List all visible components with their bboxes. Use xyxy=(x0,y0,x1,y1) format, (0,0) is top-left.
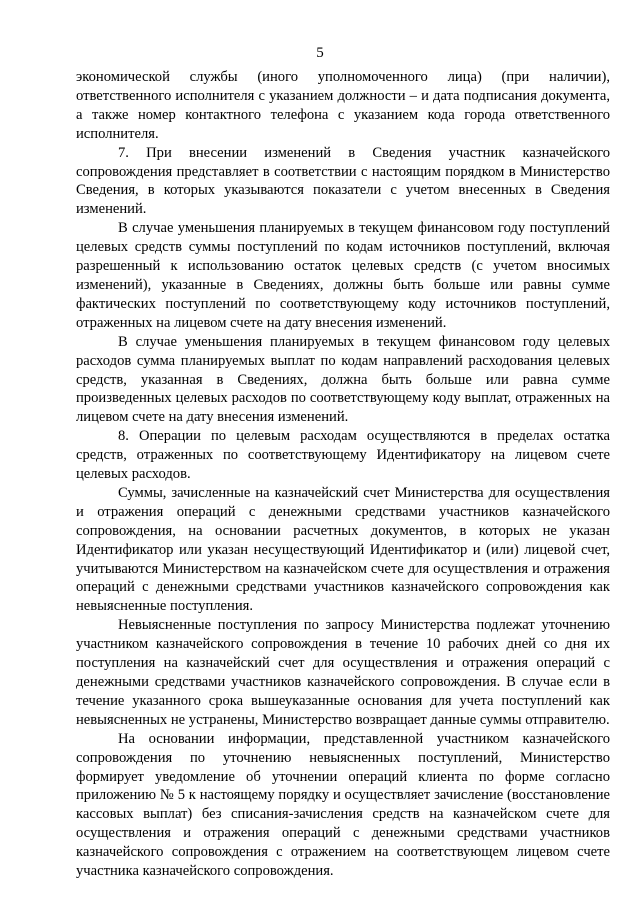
paragraph-expense-reduction: В случае уменьшения планируемых в текущем финансовом году целевых расходов сумма планируемых выплат по кодам направлений расходования целевых средств, указанная в Сведениях, должна быть больше или равна сумме произведенных целевых расходов по соответствующему коду выплат, отраженных на лицевом счете на дату внесения изменений. xyxy=(76,333,610,426)
paragraph-continuation: экономической службы (иного уполномоченного лица) (при наличии), ответственного исполнителя с указанием должности – и дата подписания документа, а также номер контактного телефона с указанием кода города ответственного исполнителя. xyxy=(76,69,610,142)
paragraph-income-reduction: В случае уменьшения планируемых в текущем финансовом году поступлений целевых средств суммы поступлений по кодам источников поступлений, включая разрешенный к использованию остаток целевых средств (с учетом вносимых изменений), указанные в Сведениях, должны быть больше или равны сумме фактических поступлений по соответствующему коду источников поступлений, отраженных на лицевом счете на дату внесения изменений. xyxy=(76,220,610,331)
paragraph-item-8: 8. Операции по целевым расходам осуществляются в пределах остатка средств, отраженных по соответствующему Идентификатору на лицевом счете целевых расходов. xyxy=(76,428,610,483)
paragraph-unidentified-receipts: Невыясненные поступления по запросу Министерства подлежат уточнению участником казначейского сопровождения в течение 10 рабочих дней со дня их поступления на казначейский счет для осуществления и отражения операций с денежными средствами участников казначейского сопровождения. В случае если в течение указанного срока вышеуказанные основания для учета поступлений как невыясненных не устранены, Министерство возвращает данные суммы отправителю. xyxy=(76,617,610,728)
document-body xyxy=(76,68,610,881)
paragraph-unidentified-sums: Суммы, зачисленные на казначейский счет Министерства для осуществления и отражения операций с денежными средствами участников казначейского сопровождения, на основании расчетных документов, в которых не указан Идентификатор или указан несуществующий Идентификатор и (или) лицевой счет, учитываются Министерством на казначейском счете для осуществления и отражения операций с денежными средствами участников казначейского сопровождения как невыясненные поступления. xyxy=(76,484,610,615)
paragraph-item-7: 7. При внесении изменений в Сведения участник казначейского сопровождения представляет в соответствии с настоящим порядком в Министерство Сведения, в которых указываются показатели с учетом внесенных в Сведения изменений. xyxy=(76,144,610,218)
page-number: 5 xyxy=(316,45,324,61)
paragraph-clarification-notice: На основании информации, представленной участником казначейского сопровождения по уточнению невыясненных поступлений, Министерство формирует уведомление об уточнении операций клиента по форме согласно приложению № 5 к настоящему порядку и осуществляет зачисление (восстановление кассовых выплат) без списания-зачисления средств на казначейском счете для осуществления и отражения операций с денежными средствами участников казначейского сопровождения с отражением на соответствующем лицевом счете участника казначейского сопровождения. xyxy=(76,730,610,880)
